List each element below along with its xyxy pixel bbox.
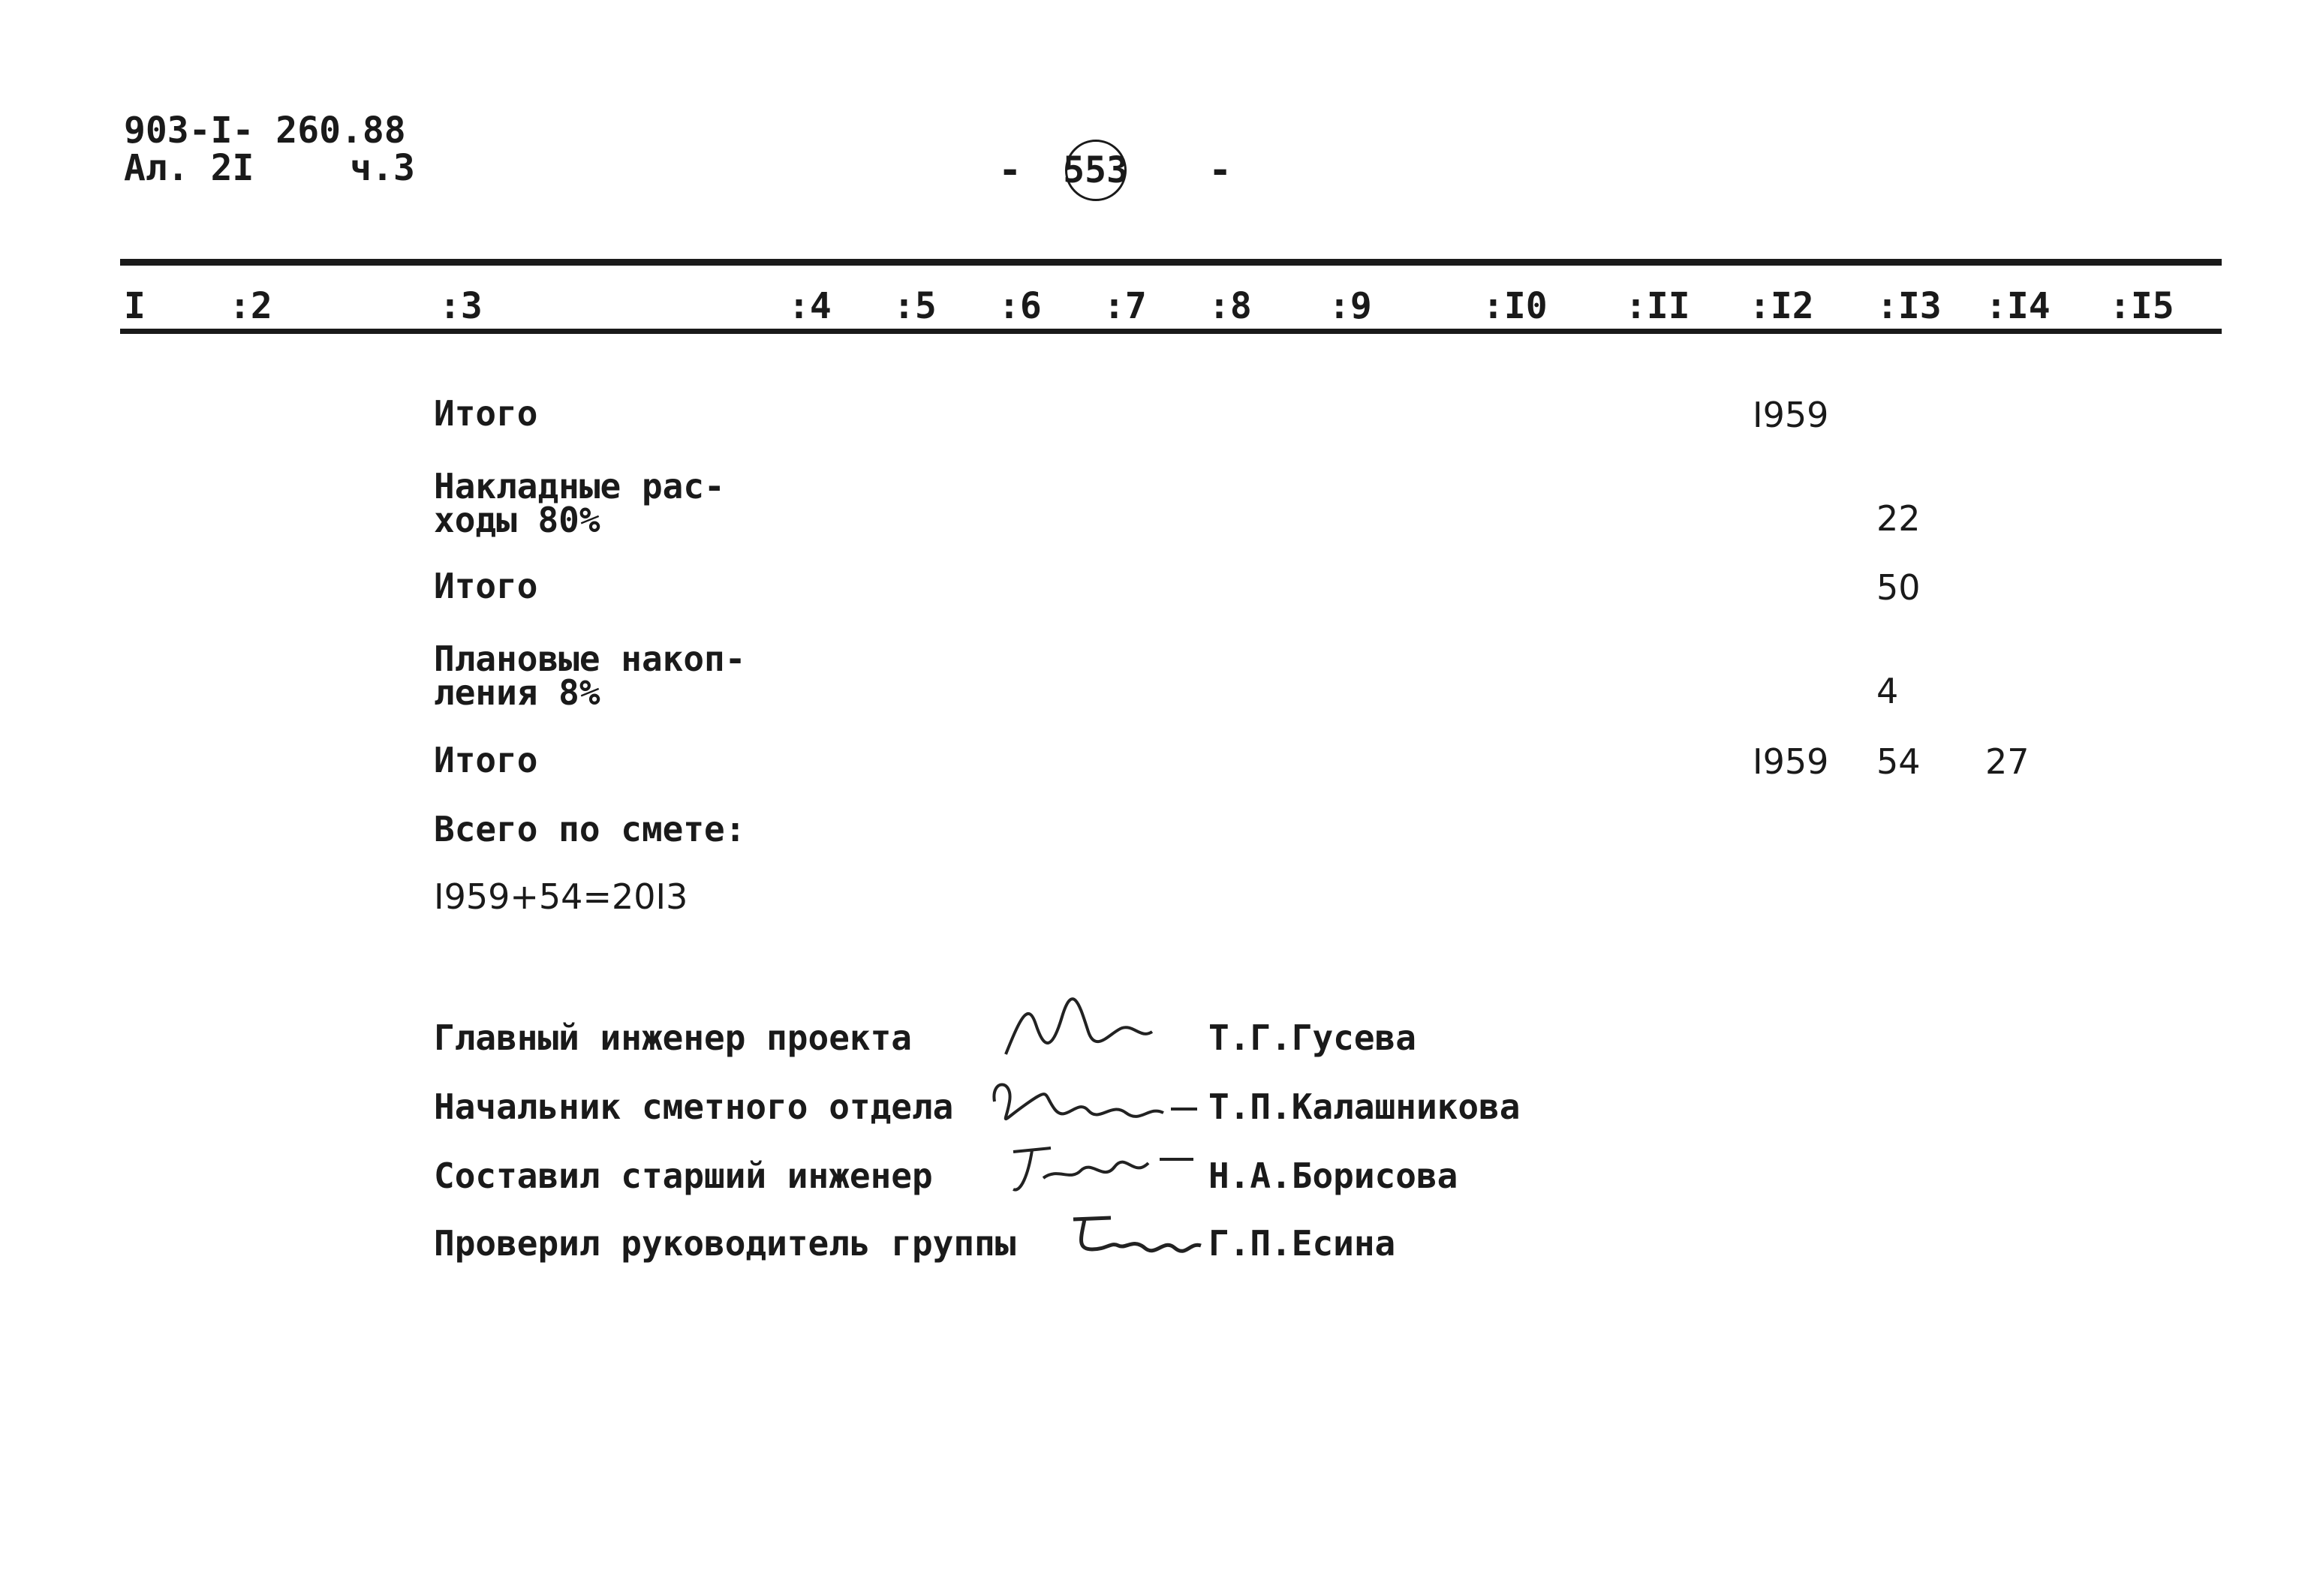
cell-col14: 27 (1985, 741, 2030, 782)
column-header: :I0 (1482, 285, 1548, 327)
handwritten-signature (991, 987, 1163, 1069)
column-header: :8 (1208, 285, 1252, 327)
row-label: Накладные рас- (434, 466, 725, 506)
column-header: :7 (1103, 285, 1147, 327)
table-top-rule (120, 259, 2222, 266)
row-label: Итого (434, 393, 538, 434)
column-header: :I3 (1876, 285, 1942, 327)
signature-name: Т.П.Калашникова (1208, 1087, 1521, 1127)
signature-role: Главный инженер проекта (434, 1017, 912, 1058)
column-header: :5 (893, 285, 937, 327)
row-label: ходы 80% (434, 500, 600, 540)
cell-col12: I959 (1753, 741, 1829, 782)
cell-col13: 4 (1876, 671, 1899, 711)
page-number: 553 (1065, 140, 1127, 201)
cell-col13: 22 (1876, 498, 1921, 539)
signature-role: Проверил руководитель группы (434, 1223, 1016, 1264)
signature-name: Г.П.Есина (1208, 1223, 1396, 1264)
signature-name: Н.А.Борисова (1208, 1156, 1458, 1196)
column-header: I (124, 285, 146, 327)
total-formula: I959+54=20I3 (434, 876, 688, 917)
column-header: :6 (998, 285, 1042, 327)
table-header-rule (120, 329, 2222, 334)
column-header: :4 (788, 285, 832, 327)
column-header: :3 (439, 285, 483, 327)
cell-col13: 50 (1876, 567, 1921, 608)
page-number-block: - 553 - (998, 140, 1232, 201)
part-number: ч.3 (350, 147, 415, 189)
cell-col12: I959 (1753, 395, 1829, 435)
column-header: :II (1625, 285, 1690, 327)
column-header: :I4 (1985, 285, 2051, 327)
signature-role: Начальник сметного отдела (434, 1087, 954, 1127)
document-code: 903-I- 260.88 (124, 110, 406, 152)
total-label: Всего по смете: (434, 809, 746, 849)
sheet-info (124, 147, 415, 189)
row-label: Итого (434, 566, 538, 606)
signature-name: Т.Г.Гусева (1208, 1017, 1416, 1058)
row-label: Итого (434, 740, 538, 780)
row-label: Плановые накоп- (434, 639, 746, 679)
handwritten-signature (998, 1137, 1208, 1204)
handwritten-signature (1058, 1204, 1208, 1264)
handwritten-signature (983, 1072, 1208, 1132)
row-label: ления 8% (434, 672, 600, 713)
signature-role: Составил старший инженер (434, 1156, 933, 1196)
column-header: :I2 (1749, 285, 1814, 327)
cell-col13: 54 (1876, 741, 1921, 782)
column-header: :9 (1329, 285, 1372, 327)
column-header: :I5 (2109, 285, 2174, 327)
column-header: :2 (229, 285, 272, 327)
sheet-number: Ал. 2I (124, 147, 254, 189)
